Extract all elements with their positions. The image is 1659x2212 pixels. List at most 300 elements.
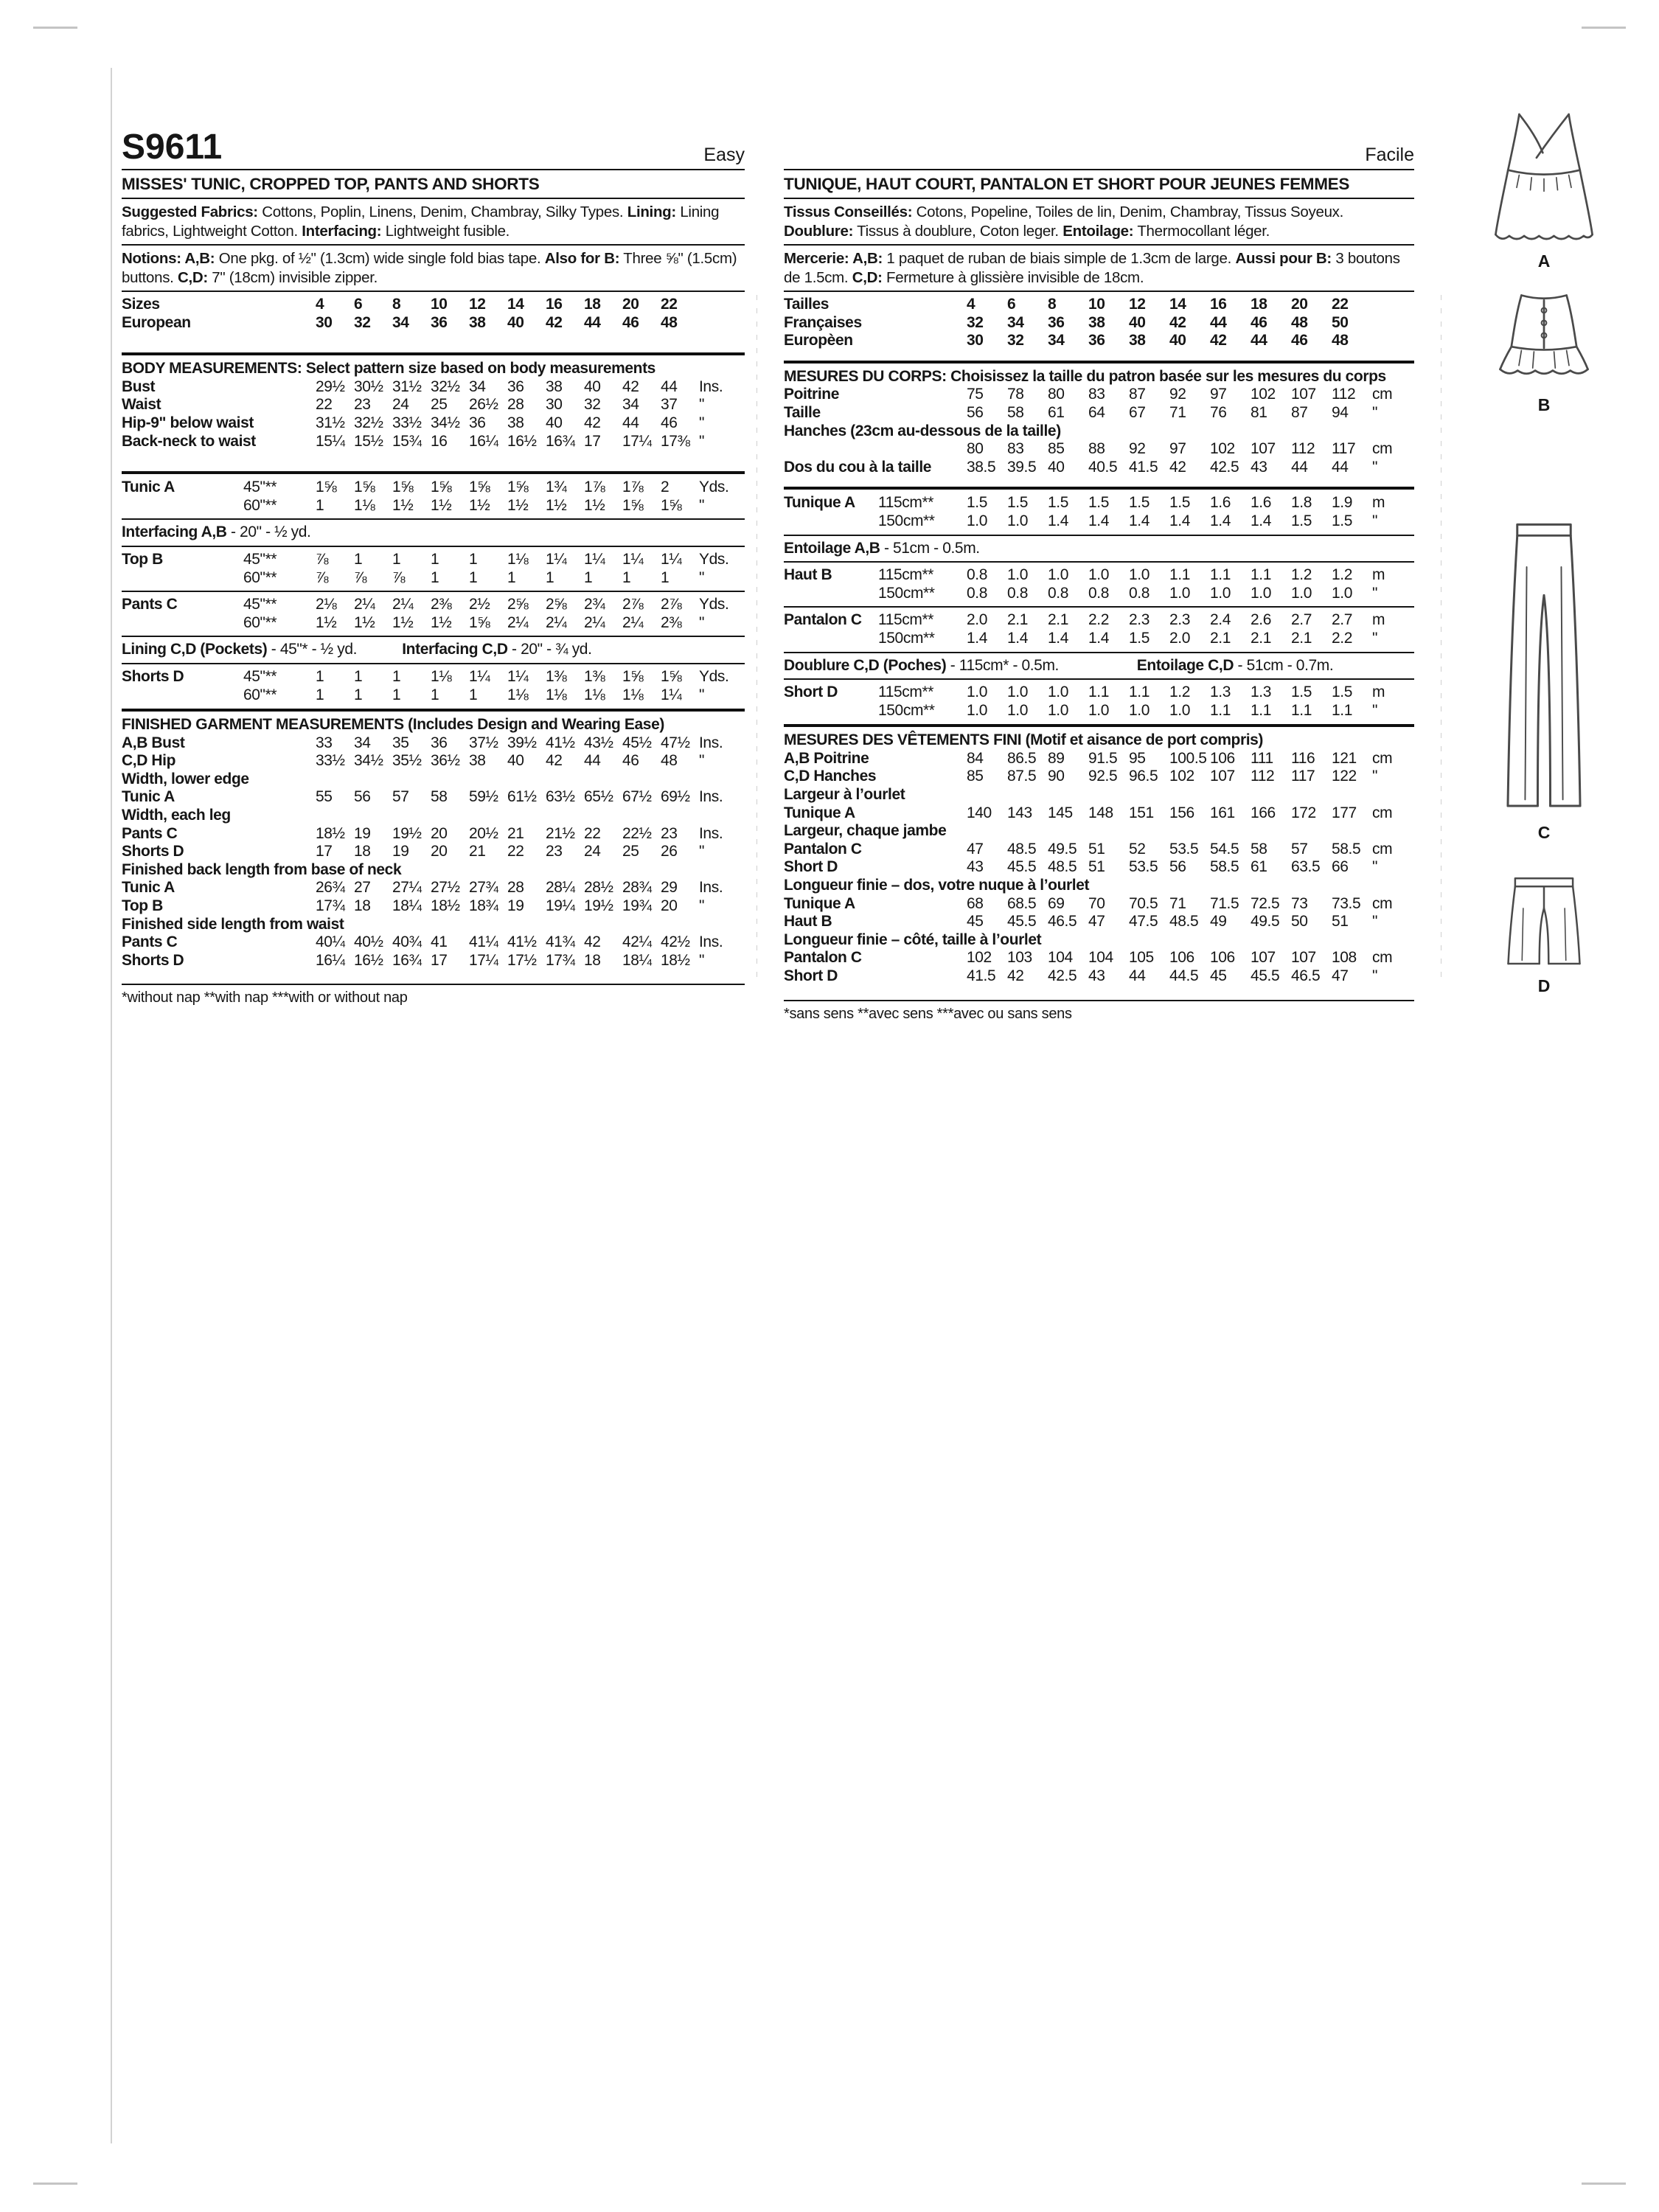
fabric-width: 45"** (243, 550, 277, 568)
table-row (122, 414, 745, 433)
value-cell: 1.4 (1088, 629, 1109, 647)
value-cell: 27 (354, 879, 371, 897)
value-cell: 58 (1251, 840, 1267, 858)
value-cell: 16 (431, 432, 448, 450)
table-row (122, 788, 745, 807)
garment-illustration-a (1466, 111, 1622, 271)
bold-text: Entoilage A,B (784, 539, 880, 557)
section-rule (784, 169, 1414, 170)
value-cell: 42 (546, 752, 563, 770)
value-cell: 34½ (354, 752, 383, 770)
unit-cell: m (1372, 611, 1385, 629)
value-cell: 1.4 (1088, 512, 1109, 529)
value-cell: 44 (1210, 313, 1227, 331)
spacer (122, 970, 745, 980)
value-cell: 1 (392, 667, 401, 685)
row-label: Short D (784, 967, 838, 984)
unit-cell: " (699, 396, 705, 414)
value-cell: 89 (1048, 749, 1065, 767)
pants-line-art (1489, 520, 1599, 818)
row-label: Haut B (784, 566, 832, 584)
value-cell: 17 (431, 951, 448, 969)
section-rule (784, 291, 1414, 292)
value-cell: 67½ (622, 788, 652, 806)
crop-mark (33, 27, 77, 29)
value-cell: 2⅝ (507, 596, 529, 613)
value-cell: 1 (354, 550, 363, 568)
value-cell: 104 (1088, 949, 1113, 967)
value-cell: 100.5 (1169, 749, 1207, 767)
value-cell: 1.1 (1251, 566, 1271, 584)
value-cell: 70 (1088, 894, 1105, 912)
row-label: Tunique A (784, 894, 855, 912)
value-cell: 45½ (622, 734, 652, 751)
nap-footnote-fr: *sans sens **avec sens ***avec ou sans sens (784, 1005, 1072, 1022)
suggested-fabrics-fr: Tissus Conseillés: Cotons, Popeline, Toiles de lin, Denim, Chambray, Tissus Soyeux. Doublure: Tissus à doublure, Coton leger. Entoilage: Thermocollant léger. (784, 204, 1344, 240)
value-cell: 0.8 (1048, 584, 1068, 602)
value-cell: 48 (1291, 313, 1308, 331)
page-edge-line (111, 68, 112, 2143)
note-row (784, 540, 1414, 558)
value-cell: 48.5 (1048, 858, 1077, 876)
value-cell: 44 (584, 313, 601, 331)
section-rule (122, 709, 745, 712)
value-cell: 61½ (507, 788, 537, 806)
row-label: Sizes (122, 296, 160, 313)
value-cell: 51 (1088, 858, 1105, 876)
value-cell: 18¾ (469, 897, 498, 915)
value-cell: 16¾ (546, 432, 575, 450)
value-cell: 73.5 (1332, 894, 1361, 912)
value-cell: 67 (1129, 403, 1146, 421)
value-cell: 54.5 (1210, 840, 1239, 858)
row-label: C,D Hanches (784, 768, 877, 785)
value-cell: 43½ (584, 734, 613, 751)
table-row (122, 668, 745, 686)
value-cell: 34½ (431, 414, 460, 431)
row-label: A,B Bust (122, 734, 185, 751)
unit-cell: " (699, 432, 705, 450)
value-cell: 92 (1129, 440, 1146, 458)
value-cell: 97 (1169, 440, 1186, 458)
value-cell: 1⅝ (392, 479, 414, 496)
value-cell: 1.0 (1048, 701, 1068, 719)
value-cell: 2⅜ (661, 613, 682, 631)
section-rule (784, 561, 1414, 563)
value-cell: 151 (1129, 804, 1154, 821)
value-cell: 36 (1088, 332, 1105, 349)
value-cell: 42.5 (1048, 967, 1077, 984)
value-cell: 41¼ (469, 933, 498, 951)
row-label: C,D Hip (122, 752, 176, 770)
value-cell: 1.0 (1169, 701, 1190, 719)
value-cell: 66 (1332, 858, 1349, 876)
value-cell: 86.5 (1007, 749, 1037, 767)
value-cell: 15¾ (392, 432, 422, 450)
value-cell: 32 (354, 313, 371, 331)
value-cell: 76 (1210, 403, 1227, 421)
section-rule (122, 984, 745, 985)
table-row (784, 684, 1414, 702)
value-cell: 1.6 (1251, 494, 1271, 512)
fabric-width: 45"** (243, 479, 277, 496)
value-cell: 1.0 (1332, 584, 1352, 602)
value-cell: 1.5 (1332, 684, 1352, 701)
value-cell: 50 (1291, 913, 1308, 931)
table-row (784, 949, 1414, 967)
value-cell: 108 (1332, 949, 1357, 967)
value-cell: 1½ (316, 613, 337, 631)
value-cell: 1⅝ (316, 479, 337, 496)
crop-mark (33, 2183, 77, 2185)
table-row (122, 479, 745, 497)
value-cell: 42.5 (1210, 458, 1239, 476)
value-cell: 16 (1210, 296, 1227, 313)
value-cell: 2.7 (1291, 611, 1312, 629)
table-row (784, 296, 1414, 314)
value-cell: 1⅝ (354, 479, 375, 496)
value-cell: 19½ (392, 824, 422, 842)
value-cell: 26¾ (316, 879, 345, 897)
value-cell: 15¼ (316, 432, 345, 450)
table-row (784, 768, 1414, 786)
unit-cell: Ins. (699, 824, 723, 842)
value-cell: 47 (967, 840, 984, 858)
unit-cell: " (1372, 584, 1378, 602)
value-cell: 42½ (661, 933, 690, 951)
row-label: European (122, 313, 191, 331)
garment-label-c: C (1537, 823, 1551, 842)
value-cell: 2.4 (1210, 611, 1231, 629)
table-row (122, 933, 745, 952)
value-cell: 56 (354, 788, 371, 806)
value-cell: 53.5 (1169, 840, 1199, 858)
value-cell: 45 (1210, 967, 1227, 984)
unit-cell: Yds. (699, 667, 729, 685)
value-cell: 44 (1129, 967, 1146, 984)
pattern-title-en: MISSES' TUNIC, CROPPED TOP, PANTS AND SHORTS (122, 175, 540, 193)
english-header (122, 124, 745, 165)
value-cell: 20 (1291, 296, 1308, 313)
value-cell: 1.5 (1291, 512, 1312, 529)
value-cell: 41.5 (967, 967, 996, 984)
value-cell: 148 (1088, 804, 1113, 821)
value-cell: 117 (1291, 768, 1315, 785)
value-cell: 2.1 (1007, 611, 1028, 629)
unit-cell: " (1372, 458, 1378, 476)
value-cell: 41¾ (546, 933, 575, 951)
value-cell: 1 (431, 568, 439, 586)
value-cell: 1.4 (1048, 512, 1068, 529)
value-cell: 1.0 (967, 512, 987, 529)
value-cell: 1.0 (1169, 584, 1190, 602)
garment-illustration-b (1466, 288, 1622, 415)
value-cell: 18 (354, 843, 371, 860)
value-cell: 18½ (431, 897, 460, 915)
value-cell: 1⅛ (584, 686, 605, 703)
fabric-width: 150cm** (878, 701, 935, 719)
value-cell: 105 (1129, 949, 1154, 967)
value-cell: 2¼ (546, 613, 567, 631)
section-rule (122, 244, 745, 246)
row-label: Short D (784, 684, 838, 701)
value-cell: 17¾ (316, 897, 345, 915)
bold-text: Tissus Conseillés: (784, 204, 913, 220)
value-cell: 0.8 (1007, 584, 1028, 602)
row-label: A,B Poitrine (784, 749, 869, 767)
value-cell: 2⅞ (661, 596, 682, 613)
fabric-width: 115cm** (878, 494, 934, 512)
unit-cell: Ins. (699, 734, 723, 751)
section-rule (122, 352, 745, 355)
garment-illustration-c (1466, 520, 1622, 843)
table-row (122, 497, 745, 515)
row-label: Pants C (122, 933, 178, 951)
value-cell: 40 (546, 414, 563, 431)
table-row (122, 734, 745, 753)
value-cell: 36½ (431, 752, 460, 770)
value-cell: 56 (1169, 858, 1186, 876)
table-row (122, 433, 745, 451)
value-cell: 40 (1129, 313, 1146, 331)
value-cell: 17¼ (469, 951, 498, 969)
unit-cell: Ins. (699, 879, 723, 897)
value-cell: 112 (1291, 440, 1315, 458)
value-cell: 17 (316, 843, 333, 860)
value-cell: 44 (584, 752, 601, 770)
value-cell: 2.0 (1169, 629, 1190, 647)
fabric-width: 115cm** (878, 611, 934, 629)
row-label: Top B (122, 897, 163, 915)
bold-text: Suggested Fabrics: (122, 204, 258, 220)
spacer (122, 332, 745, 348)
value-cell: 30 (967, 332, 984, 349)
value-cell: 57 (1291, 840, 1308, 858)
crop-mark (1582, 27, 1626, 29)
table-row (122, 296, 745, 314)
row-label: Tunique A (784, 494, 855, 512)
garment-label-b: B (1537, 395, 1551, 414)
value-cell: 49.5 (1048, 840, 1077, 858)
value-cell: 1⅝ (661, 496, 682, 514)
table-row (122, 596, 745, 614)
value-cell: 28 (507, 396, 524, 414)
value-cell: 38 (469, 313, 486, 331)
value-cell: 2.1 (1210, 629, 1231, 647)
value-cell: 2.1 (1291, 629, 1312, 647)
value-cell: 23 (546, 843, 563, 860)
value-cell: 1.0 (1291, 584, 1312, 602)
value-cell: 1 (622, 568, 631, 586)
value-cell: 1½ (469, 496, 490, 514)
value-cell: 1½ (392, 496, 414, 514)
value-cell: 29 (661, 879, 678, 897)
table-subheading: Largeur à l’ourlet (784, 786, 905, 804)
value-cell: 69 (1048, 894, 1065, 912)
row-label: Shorts D (122, 951, 184, 969)
value-cell: 1.1 (1088, 684, 1109, 701)
value-cell: 1.5 (967, 494, 987, 512)
value-cell: 58 (1007, 403, 1024, 421)
value-cell: 20 (622, 296, 639, 313)
value-cell: 87.5 (1007, 768, 1037, 785)
value-cell: 1 (316, 667, 324, 685)
value-cell: ⅞ (316, 550, 329, 568)
value-cell: 18½ (661, 951, 690, 969)
value-cell: 8 (392, 296, 401, 313)
value-cell: 28¾ (622, 879, 652, 897)
value-cell: 106 (1210, 749, 1235, 767)
unit-cell: " (699, 951, 705, 969)
value-cell: 36 (431, 734, 448, 751)
section-rule (784, 678, 1414, 680)
row-label: Short D (784, 858, 838, 876)
bold-text: Notions: A,B: (122, 250, 215, 267)
value-cell: 19¾ (622, 897, 652, 915)
unit-cell: " (1372, 768, 1378, 785)
section-rule (122, 636, 745, 637)
unit-cell: " (699, 686, 705, 703)
value-cell: 104 (1048, 949, 1073, 967)
value-cell: 32½ (431, 378, 460, 395)
value-cell: 2.2 (1332, 629, 1352, 647)
value-cell: 2⅜ (431, 596, 452, 613)
unit-cell: " (699, 843, 705, 860)
table-row (784, 895, 1414, 914)
value-cell: 46 (622, 752, 639, 770)
value-cell: 1¼ (622, 550, 644, 568)
bold-text: C,D: (177, 268, 208, 286)
row-label: Shorts D (122, 667, 184, 685)
value-cell: 1 (316, 686, 324, 703)
value-cell: 59½ (469, 788, 498, 806)
value-cell: 1.0 (1007, 684, 1028, 701)
garment-label-d: D (1537, 976, 1551, 995)
finished-measurements-table-fr (784, 731, 1414, 985)
value-cell: 1½ (546, 496, 567, 514)
value-cell: 0.8 (967, 566, 987, 584)
value-cell: 1.5 (1088, 494, 1109, 512)
value-cell: 12 (469, 296, 486, 313)
unit-cell: " (1372, 629, 1378, 647)
value-cell: 38 (469, 752, 486, 770)
value-cell: 1 (392, 550, 401, 568)
value-cell: 37½ (469, 734, 498, 751)
value-cell: 34 (1048, 332, 1065, 349)
value-cell: 53.5 (1129, 858, 1158, 876)
table-row (784, 512, 1414, 531)
table-subheading: Hanches (23cm au-dessous de la taille) (784, 422, 1061, 439)
value-cell: 58.5 (1332, 840, 1361, 858)
value-cell: 15½ (354, 432, 383, 450)
section-rule (784, 724, 1414, 727)
section-rule (122, 663, 745, 664)
value-cell: 0.8 (1088, 584, 1109, 602)
table-row (784, 332, 1414, 350)
value-cell: 96.5 (1129, 768, 1158, 785)
value-cell: 21½ (546, 824, 575, 842)
value-cell: 1 (431, 686, 439, 703)
value-cell: 1.3 (1251, 684, 1271, 701)
pattern-number: S9611 (122, 128, 223, 167)
unit-cell: Ins. (699, 933, 723, 951)
value-cell: 16¾ (392, 951, 422, 969)
row-label: Françaises (784, 313, 862, 331)
value-cell: 91.5 (1088, 749, 1118, 767)
value-cell: 1.1 (1291, 701, 1312, 719)
value-cell: ⅞ (354, 568, 367, 586)
value-cell: 35 (392, 734, 409, 751)
section-rule (784, 487, 1414, 490)
value-cell: 30½ (354, 378, 383, 395)
row-label: Pants C (122, 596, 178, 613)
value-cell: 24 (392, 396, 409, 414)
value-cell: 17 (584, 432, 601, 450)
value-cell: 92 (1169, 386, 1186, 403)
value-cell: 65½ (584, 788, 613, 806)
value-cell: 14 (507, 296, 524, 313)
value-cell: 16½ (354, 951, 383, 969)
value-cell: 143 (1007, 804, 1032, 821)
value-cell: 40.5 (1088, 458, 1118, 476)
value-cell: 38 (1129, 332, 1146, 349)
value-cell: 22½ (622, 824, 652, 842)
value-cell: 1.5 (1007, 494, 1028, 512)
value-cell: 80 (1048, 386, 1065, 403)
value-cell: 20 (661, 897, 678, 915)
value-cell: 107 (1251, 949, 1276, 967)
shorts-line-art (1485, 874, 1603, 972)
table-row (784, 841, 1414, 859)
value-cell: 42¼ (622, 933, 652, 951)
value-cell: 42 (1169, 313, 1186, 331)
value-cell: 1⅝ (622, 496, 644, 514)
unit-cell: " (699, 613, 705, 631)
bold-text: Lining C,D (Pockets) (122, 641, 268, 658)
value-cell: 116 (1291, 749, 1315, 767)
value-cell: 1.0 (967, 701, 987, 719)
value-cell: 85 (967, 768, 984, 785)
value-cell: 1⅝ (469, 479, 490, 496)
value-cell: 1.0 (1088, 566, 1109, 584)
notions-fr: Mercerie: A,B: 1 paquet de ruban de biais simple de 1.3cm de large. Aussi pour B: 3 boutons de 1.5cm. C,D: Fermeture à glissière invisible de 18cm. (784, 250, 1400, 286)
section-rule (122, 471, 745, 474)
garment-label-a: A (1537, 251, 1551, 271)
value-cell: 42 (1210, 332, 1227, 349)
value-cell: 1⅝ (507, 479, 529, 496)
value-cell: 1 (469, 686, 478, 703)
value-cell: 17¾ (546, 951, 575, 969)
value-cell: 1 (661, 568, 669, 586)
value-cell: 2.0 (967, 611, 987, 629)
value-cell: 40 (1169, 332, 1186, 349)
value-cell: 55 (316, 788, 333, 806)
table-row (122, 314, 745, 333)
value-cell: 48 (1332, 332, 1349, 349)
bold-text: Mercerie: A,B: (784, 250, 883, 267)
value-cell: 18 (354, 897, 371, 915)
value-cell: 18 (584, 296, 601, 313)
value-cell: 42 (546, 313, 563, 331)
value-cell: 121 (1332, 749, 1357, 767)
note-text: Entoilage C,D - 51cm - 0.7m. (1136, 656, 1334, 674)
table-row (784, 386, 1414, 404)
section-rule (122, 291, 745, 292)
value-cell: 1.1 (1129, 684, 1150, 701)
value-cell: 1 (507, 568, 516, 586)
fabric-width: 60"** (243, 686, 277, 703)
value-cell: 90 (1048, 768, 1065, 785)
